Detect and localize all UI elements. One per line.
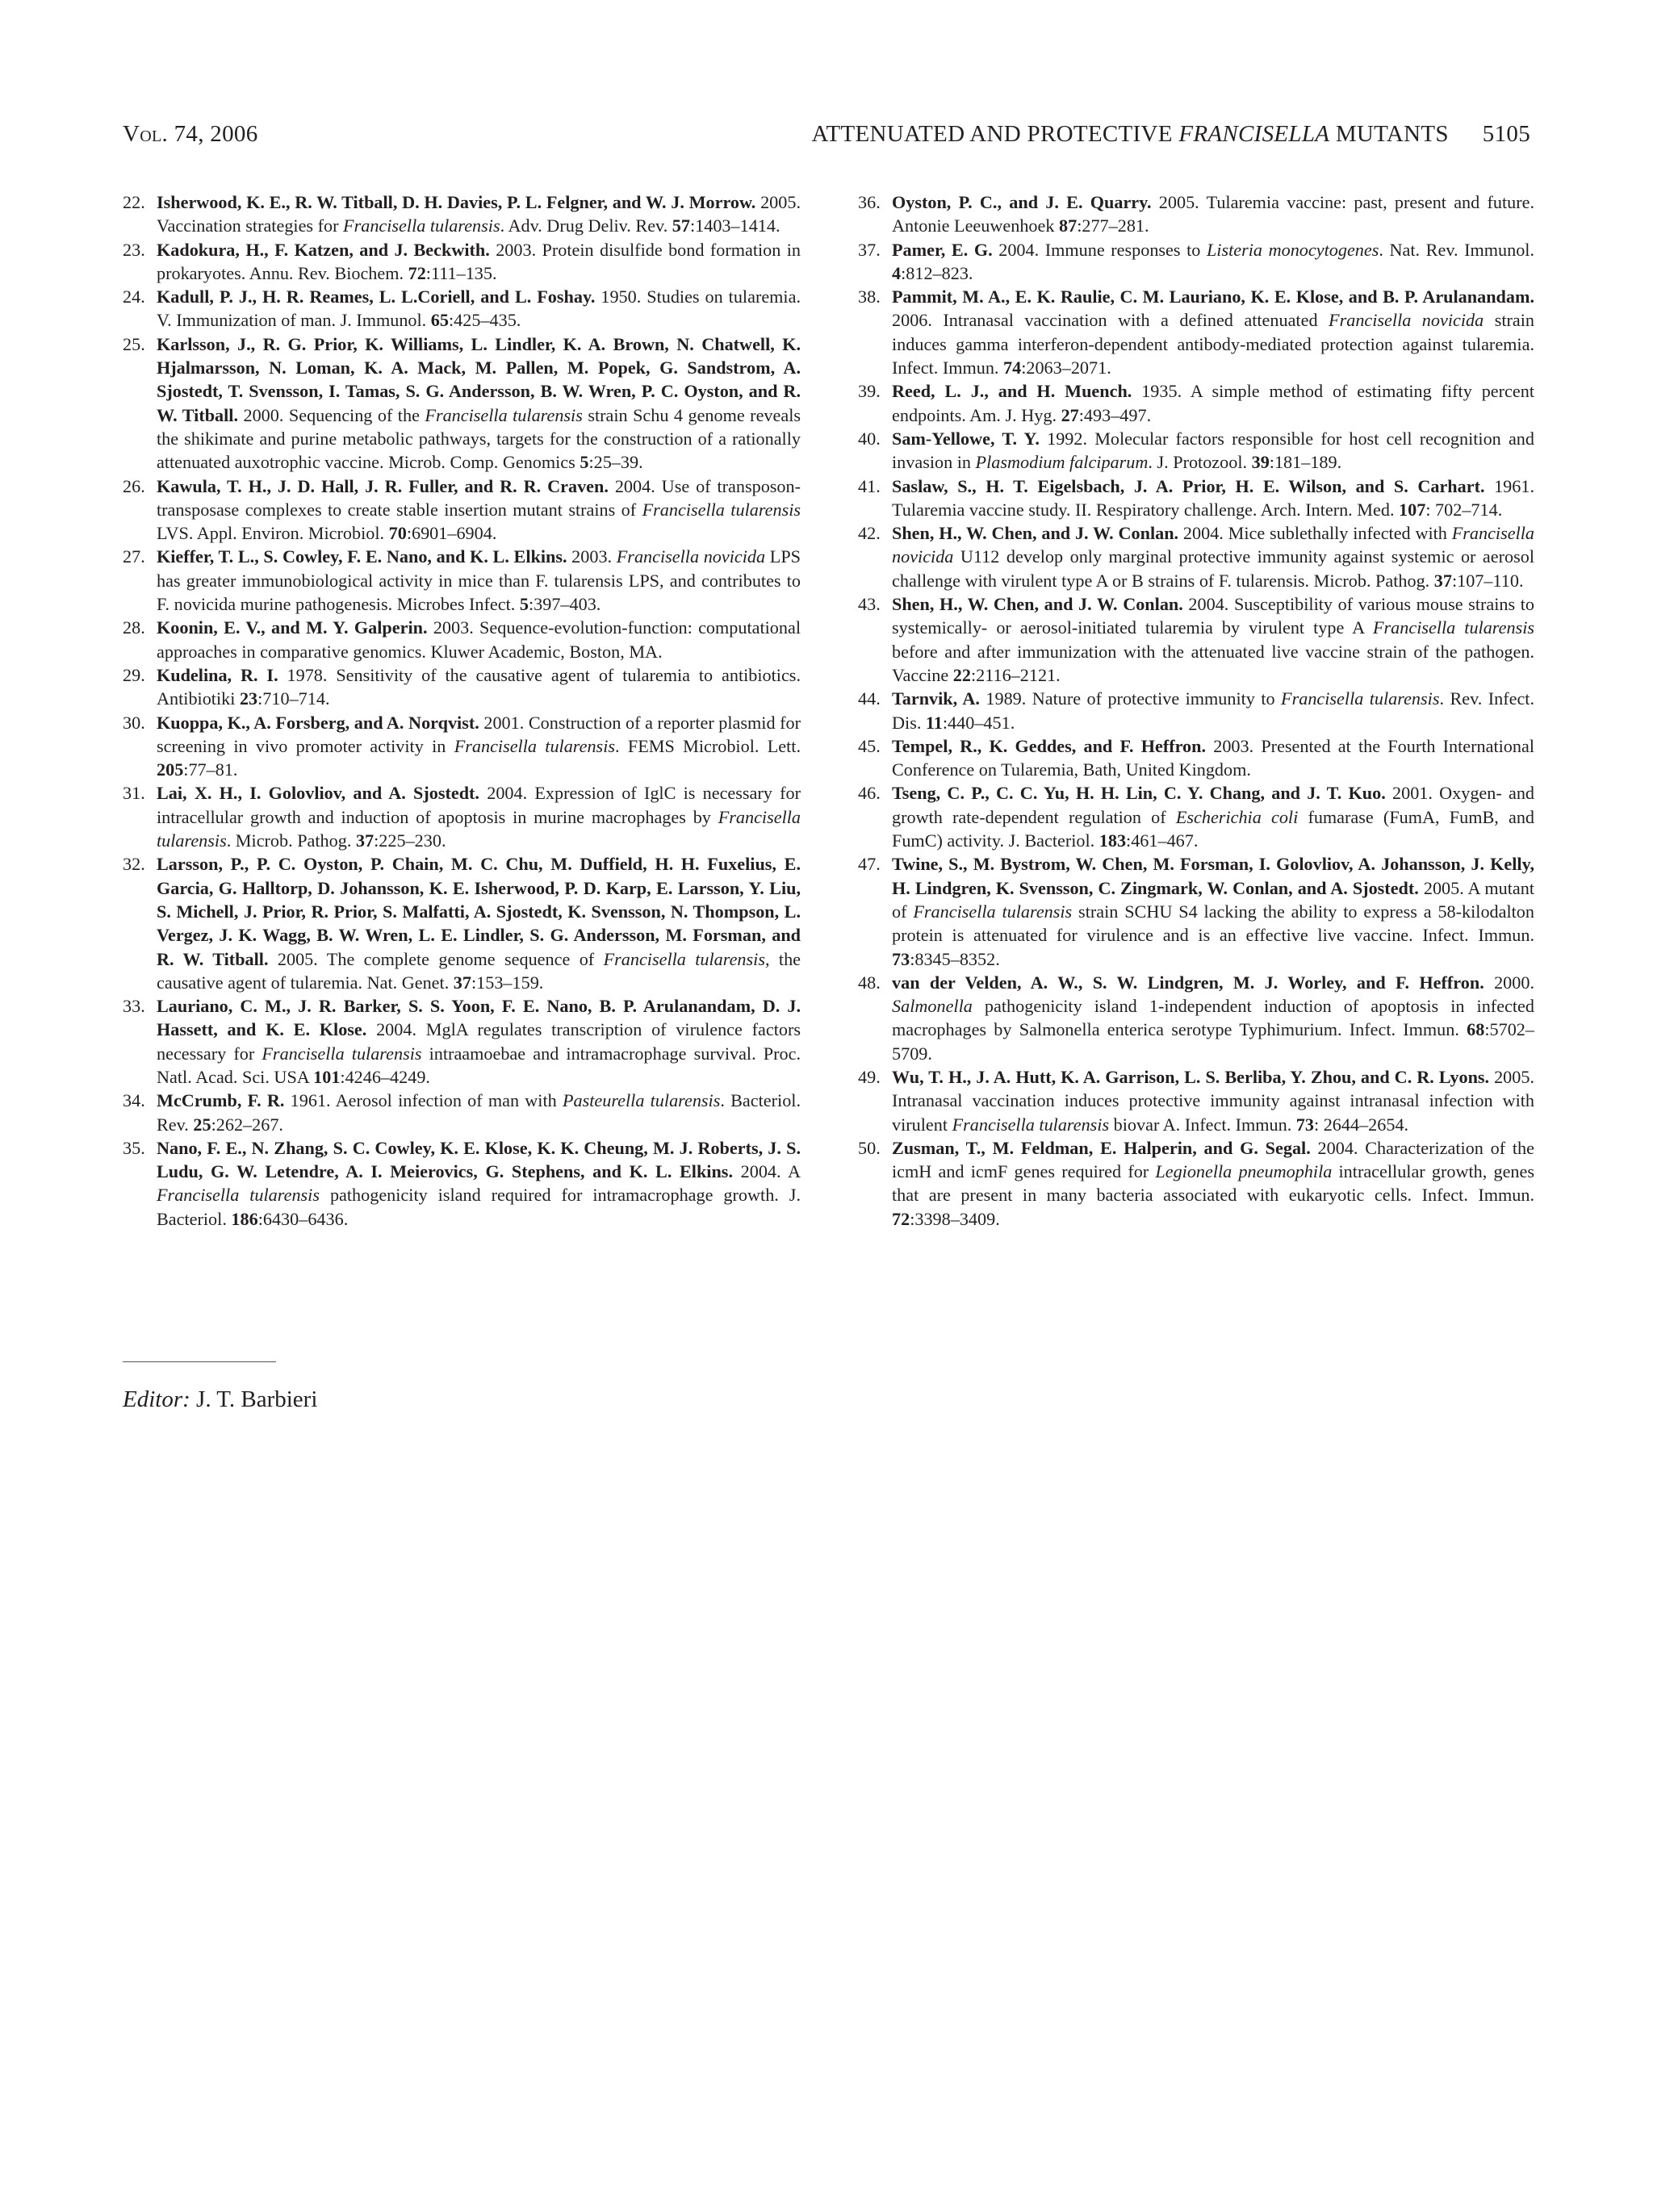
reference-entry	[858, 592, 1534, 687]
reference-number: 29.	[123, 664, 145, 685]
reference-source: strain Schu 4 genome reveals the shikimate and purine metabolic pathways, targets for the construction of a rationally attenuated auxotrophic vaccine. Microb. Comp. Genomics	[157, 404, 801, 473]
reference-entry	[123, 545, 801, 616]
running-title-pre: ATTENUATED AND PROTECTIVE	[811, 121, 1179, 147]
reference-volume: 107	[1399, 499, 1426, 520]
reference-pages: :6430–6436.	[257, 1208, 349, 1229]
reference-entry	[123, 238, 801, 286]
reference-text: 2004. Immune responses to	[992, 239, 1207, 260]
reference-authors: Larsson, P., P. C. Oyston, P. Chain, M. C. Chu, M. Duffield, H. H. Fuxelius, E. Garcia, G. Halltorp, D. Johansson, K. E. Isherwood, P. D. Karp, E. Larsson, Y. Liu, S. Michell, J. Prior, R. Prior, S. Malfatti, A. Sjostedt, K. Svensson, N. Thompson, L. Vergez, J. K. Wagg, B. W. Wren, L. E. Lindler, S. G. Andersson, M. Forsman, and R. W. Titball.	[157, 854, 801, 969]
reference-entry	[858, 427, 1534, 475]
reference-authors: Shen, H., W. Chen, and J. W. Conlan.	[892, 594, 1183, 615]
reference-authors: Kuoppa, K., A. Forsberg, and A. Norqvist.	[157, 712, 479, 733]
reference-entry	[858, 379, 1534, 427]
reference-source: before and after immunization with the attenuated live vaccine strain of the pathogen. Vaccine	[892, 641, 1534, 685]
reference-entry	[123, 1136, 801, 1231]
reference-number: 39.	[858, 381, 881, 402]
reference-entry	[858, 1065, 1534, 1136]
reference-text: 2004. Susceptibility of various mouse strains to systemically- or aerosol-initiated tularemia by virulent type A	[892, 594, 1534, 638]
reference-entry	[123, 1089, 801, 1136]
reference-source: fumarase (FumA, FumB, and FumC) activity. J. Bacteriol.	[892, 806, 1535, 851]
reference-text: 2001. Oxygen- and growth rate-dependent regulation of	[892, 783, 1535, 827]
reference-entry	[858, 852, 1534, 970]
references-right-column	[858, 190, 1534, 1231]
reference-pages: :1403–1414.	[689, 215, 780, 236]
reference-number: 50.	[858, 1137, 881, 1158]
reference-italic: Francisella tularensis	[603, 948, 765, 969]
reference-number: 40.	[858, 428, 881, 449]
reference-volume: 205	[157, 759, 184, 780]
reference-entry	[123, 616, 801, 663]
reference-pages: :277–281.	[1077, 215, 1149, 236]
reference-entry	[858, 687, 1534, 734]
reference-authors: Twine, S., M. Bystrom, W. Chen, M. Forsman, I. Golovliov, A. Johansson, J. Kelly, H. Lindgren, K. Svensson, C. Zingmark, W. Conlan, and A. Sjostedt.	[892, 854, 1534, 898]
reference-pages: :493–497.	[1078, 404, 1152, 425]
reference-number: 32.	[123, 854, 145, 875]
reference-italic: Francisella novicida	[892, 523, 1534, 567]
reference-entry	[858, 734, 1534, 782]
reference-pages: :77–81.	[183, 759, 238, 780]
reference-italic: Plasmodium falciparum	[975, 452, 1149, 473]
reference-volume: 57	[672, 215, 690, 236]
reference-entry	[858, 971, 1534, 1065]
reference-pages: :397–403.	[528, 594, 601, 615]
reference-text: 2004. Characterization of the icmH and icmF genes required for	[892, 1137, 1534, 1182]
reference-pages: :225–230.	[374, 830, 446, 851]
reference-text: 1989. Nature of protective immunity to	[979, 688, 1282, 709]
reference-text: 1978. Sensitivity of the causative agent of tularemia to antibiotics. Antibiotiki	[157, 664, 801, 709]
reference-text: 1961. Tularemia vaccine study. II. Respiratory challenge. Arch. Intern. Med.	[892, 475, 1535, 520]
reference-source: . Rev. Infect. Dis.	[892, 688, 1535, 733]
reference-number: 35.	[123, 1137, 145, 1158]
reference-text: 1950. Studies on tularemia. V. Immunization of man. J. Immunol.	[157, 286, 801, 331]
reference-authors: Kadokura, H., F. Katzen, and J. Beckwith.	[157, 239, 490, 260]
reference-text: 2005. Intranasal vaccination induces protective immunity against intranasal infection with virulent	[892, 1066, 1535, 1135]
reference-entry	[858, 1136, 1534, 1231]
reference-authors: Lauriano, C. M., J. R. Barker, S. S. Yoon, F. E. Nano, B. P. Arulanandam, D. J. Hassett, and K. E. Klose.	[157, 996, 801, 1040]
reference-source: , the causative agent of tularemia. Nat. Genet.	[157, 948, 801, 993]
reference-authors: Lai, X. H., I. Golovliov, and A. Sjostedt.	[157, 783, 479, 804]
reference-italic: Francisella novicida	[616, 546, 766, 567]
reference-entry	[858, 781, 1534, 852]
reference-number: 34.	[123, 1090, 145, 1111]
references-left-column	[123, 190, 801, 1231]
reference-authors: Shen, H., W. Chen, and J. W. Conlan.	[892, 523, 1179, 544]
reference-source: biovar A. Infect. Immun.	[1109, 1114, 1296, 1135]
reference-volume: 186	[231, 1208, 258, 1229]
reference-source: U112 develop only marginal protective immunity against systemic or aerosol challenge with virulent type A or B strains of F. tularensis. Microb. Pathog.	[892, 546, 1534, 591]
reference-text: 2004. Use of transposon-transposase complexes to create stable insertion mutant strains of	[157, 475, 801, 520]
reference-italic: Francisella tularensis	[454, 735, 615, 756]
reference-text: 2004. Expression of IglC is necessary for intracellular growth and induction of apoptosis in murine macrophages by	[157, 783, 801, 827]
running-title-italic: FRANCISELLA	[1178, 121, 1330, 147]
reference-volume: 65	[430, 310, 449, 331]
reference-volume: 183	[1099, 830, 1127, 851]
editor-label: Editor:	[123, 1386, 190, 1412]
reference-source: strain SCHU S4 lacking the ability to express a 58-kilodalton protein is attenuated for virulence and is an effective live vaccine. Infect. Immun.	[892, 901, 1534, 946]
reference-pages: :425–435.	[448, 310, 521, 331]
reference-source: strain induces gamma interferon-dependent antibody-mediated protection against tularemia. Infect. Immun.	[892, 310, 1534, 378]
reference-entry	[123, 663, 801, 711]
reference-italic: Francisella tularensis	[157, 806, 801, 851]
reference-pages: :440–451.	[942, 712, 1015, 733]
reference-entry	[123, 285, 801, 332]
reference-italic: Francisella tularensis	[1372, 617, 1534, 638]
reference-text: 2004. A	[733, 1161, 801, 1182]
reference-source: . Bacteriol. Rev.	[157, 1090, 801, 1135]
page-number: 5105	[1482, 121, 1530, 147]
reference-text: 2000. Sequencing of the	[238, 404, 425, 425]
reference-text: 2006. Intranasal vaccination with a defined attenuated	[892, 310, 1329, 331]
reference-authors: van der Velden, A. W., S. W. Lindgren, M. J. Worley, and F. Heffron.	[892, 972, 1484, 993]
reference-number: 47.	[858, 854, 881, 875]
reference-authors: Pamer, E. G.	[892, 239, 993, 260]
running-title-post: MUTANTS	[1329, 121, 1449, 147]
reference-number: 46.	[858, 783, 881, 804]
reference-number: 27.	[123, 546, 145, 567]
reference-text: 1961. Aerosol infection of man with	[284, 1090, 563, 1111]
reference-authors: Kieffer, T. L., S. Cowley, F. E. Nano, and K. L. Elkins.	[157, 546, 567, 567]
reference-italic: Francisella tularensis	[1281, 688, 1440, 709]
running-header	[123, 121, 1530, 157]
reference-volume: 72	[408, 262, 426, 283]
reference-italic: Salmonella	[892, 996, 973, 1017]
reference-volume: 37	[355, 830, 375, 851]
reference-pages: :710–714.	[257, 688, 330, 709]
editor-note	[123, 1386, 317, 1413]
editor-name: J. T. Barbieri	[190, 1386, 318, 1412]
reference-authors: Saslaw, S., H. T. Eigelsbach, J. A. Prior, H. E. Wilson, and S. Carhart.	[892, 475, 1485, 496]
reference-source: . Adv. Drug Deliv. Rev.	[500, 215, 672, 236]
reference-authors: Kawula, T. H., J. D. Hall, J. R. Fuller, and R. R. Craven.	[157, 475, 609, 496]
reference-italic: Francisella tularensis	[913, 901, 1073, 922]
reference-pages: :3398–3409.	[910, 1208, 1000, 1229]
reference-authors: Isherwood, K. E., R. W. Titball, D. H. Davies, P. L. Felgner, and W. J. Morrow.	[157, 192, 756, 212]
reference-entry	[858, 238, 1534, 286]
reference-number: 43.	[858, 594, 881, 615]
volume-info	[123, 121, 258, 148]
reference-number: 33.	[123, 996, 145, 1017]
reference-number: 31.	[123, 783, 145, 804]
reference-authors: McCrumb, F. R.	[157, 1090, 285, 1111]
reference-volume: 39	[1251, 452, 1270, 473]
reference-number: 49.	[858, 1066, 881, 1087]
reference-authors: Kudelina, R. I.	[157, 664, 278, 685]
reference-entry	[123, 190, 801, 238]
reference-italic: Legionella pneumophila	[1155, 1161, 1333, 1182]
reference-entry	[858, 285, 1534, 379]
reference-authors: Karlsson, J., R. G. Prior, K. Williams, L. Lindler, K. A. Brown, N. Chatwell, K. Hjalmarsson, N. Loman, K. A. Mack, M. Pallen, M. Popek, G. Sandstrom, A. Sjostedt, T. Svensson, I. Tamas, S. G. Andersson, B. W. Wren, P. C. Oyston, and R. W. Titball.	[157, 333, 801, 425]
reference-number: 26.	[123, 475, 145, 496]
reference-authors: Pammit, M. A., E. K. Raulie, C. M. Lauriano, K. E. Klose, and B. P. Arulanandam.	[892, 286, 1534, 307]
reference-text: 2004. Mice sublethally infected with	[1178, 523, 1452, 544]
footnote-rule	[123, 1361, 276, 1362]
reference-volume: 22	[952, 664, 971, 685]
reference-italic: Francisella tularensis	[425, 404, 583, 425]
reference-number: 41.	[858, 475, 881, 496]
reference-text: 2003. Sequence-evolution-function: computational approaches in comparative genomics. Kluwer Academic, Boston, MA.	[157, 617, 801, 662]
reference-text: 2004. MglA regulates transcription of virulence factors necessary for	[157, 1019, 801, 1064]
reference-pages: : 2644–2654.	[1313, 1114, 1409, 1135]
reference-number: 37.	[858, 239, 881, 260]
reference-authors: Zusman, T., M. Feldman, E. Halperin, and G. Segal.	[892, 1137, 1311, 1158]
reference-text: 1935. A simple method of estimating fifty percent endpoints. Am. J. Hyg.	[892, 381, 1534, 425]
reference-entry	[123, 994, 801, 1089]
reference-pages: :4246–4249.	[340, 1066, 430, 1087]
reference-pages: :461–467.	[1126, 830, 1199, 851]
reference-pages: :2063–2071.	[1021, 358, 1111, 378]
reference-pages: :111–135.	[425, 262, 497, 283]
reference-authors: Koonin, E. V., and M. Y. Galperin.	[157, 617, 428, 638]
reference-volume: 23	[239, 688, 258, 709]
reference-authors: Kadull, P. J., H. R. Reames, L. L.Coriell, and L. Foshay.	[157, 286, 596, 307]
reference-authors: Tempel, R., K. Geddes, and F. Heffron.	[892, 735, 1207, 756]
reference-text: 2005. A mutant of	[892, 877, 1534, 922]
reference-source: intracellular growth, genes that are present in many bacteria associated with eukaryotic cells. Infect. Immun.	[892, 1161, 1534, 1206]
reference-volume: 70	[388, 523, 407, 544]
reference-source: intraamoebae and intramacrophage survival. Proc. Natl. Acad. Sci. USA	[157, 1043, 801, 1087]
reference-number: 28.	[123, 617, 145, 638]
reference-italic: Listeria monocytogenes	[1206, 239, 1379, 260]
reference-volume: 68	[1467, 1019, 1485, 1040]
reference-authors: Wu, T. H., J. A. Hutt, K. A. Garrison, L. S. Berliba, Y. Zhou, and C. R. Lyons.	[892, 1066, 1490, 1087]
reference-authors: Oyston, P. C., and J. E. Quarry.	[892, 192, 1152, 212]
reference-volume: 5	[580, 452, 589, 473]
reference-number: 23.	[123, 239, 145, 260]
reference-authors: Sam-Yellowe, T. Y.	[892, 428, 1040, 449]
reference-authors: Tseng, C. P., C. C. Yu, H. H. Lin, C. Y. Chang, and J. T. Kuo.	[892, 783, 1386, 804]
reference-volume: 27	[1061, 404, 1079, 425]
reference-number: 36.	[858, 192, 881, 212]
reference-source: pathogenicity island required for intramacrophage growth. J. Bacteriol.	[157, 1185, 801, 1229]
reference-source: . Nat. Rev. Immunol.	[1379, 239, 1534, 260]
reference-text: 2003.	[567, 546, 617, 567]
reference-italic: Escherichia coli	[1175, 806, 1299, 827]
reference-volume: 87	[1059, 215, 1078, 236]
reference-number: 24.	[123, 286, 145, 307]
reference-pages: :25–39.	[588, 452, 643, 473]
reference-entry	[123, 852, 801, 994]
reference-italic: Pasteurella tularensis	[562, 1090, 721, 1111]
reference-volume: 4	[892, 262, 902, 283]
reference-source: . FEMS Microbiol. Lett.	[615, 735, 801, 756]
reference-pages: :107–110.	[1451, 570, 1524, 591]
reference-entry	[123, 781, 801, 852]
reference-text: 2003. Protein disulfide bond formation in prokaryotes. Annu. Rev. Biochem.	[157, 239, 801, 283]
reference-entry	[858, 190, 1534, 238]
reference-italic: Francisella tularensis	[157, 1185, 320, 1206]
reference-text: 2005. Tularemia vaccine: past, present and future. Antonie Leeuwenhoek	[892, 192, 1534, 236]
reference-volume: 37	[453, 972, 471, 993]
reference-source: LPS has greater immunobiological activity in mice than F. tularensis LPS, and contributes to F. novicida murine pathogenesis. Microbes Infect.	[157, 546, 801, 615]
reference-source: . Microb. Pathog.	[226, 830, 356, 851]
reference-volume: 74	[1003, 358, 1022, 378]
reference-pages: :181–189.	[1269, 452, 1342, 473]
reference-italic: Francisella novicida	[1329, 310, 1484, 331]
reference-number: 42.	[858, 523, 881, 544]
reference-volume: 73	[892, 948, 910, 969]
reference-source: . J. Protozool.	[1148, 452, 1252, 473]
reference-volume: 73	[1295, 1114, 1314, 1135]
volume-year: 74, 2006	[168, 121, 258, 147]
reference-text: 2005. The complete genome sequence of	[268, 948, 604, 969]
reference-entry	[123, 711, 801, 782]
reference-volume: 72	[892, 1208, 910, 1229]
reference-italic: Francisella tularensis	[952, 1114, 1110, 1135]
reference-italic: Francisella tularensis	[262, 1043, 422, 1064]
reference-pages: : 702–714.	[1425, 499, 1503, 520]
running-title	[811, 121, 1530, 148]
reference-text: 1992. Molecular factors responsible for host cell recognition and invasion in	[892, 428, 1534, 473]
reference-number: 44.	[858, 688, 881, 709]
reference-authors: Tarnvik, A.	[892, 688, 980, 709]
reference-pages: :812–823.	[901, 262, 973, 283]
reference-text: 2005. Vaccination strategies for	[157, 192, 801, 236]
reference-pages: :2116–2121.	[970, 664, 1061, 685]
reference-number: 45.	[858, 735, 881, 756]
reference-authors: Nano, F. E., N. Zhang, S. C. Cowley, K. E. Klose, K. K. Cheung, M. J. Roberts, J. S. Ludu, G. W. Letendre, A. I. Meierovics, G. Stephens, and K. L. Elkins.	[157, 1137, 801, 1182]
reference-volume: 37	[1433, 570, 1452, 591]
reference-volume: 5	[519, 594, 529, 615]
reference-pages: :153–159.	[471, 972, 544, 993]
reference-number: 48.	[858, 972, 881, 993]
reference-volume: 25	[193, 1114, 211, 1135]
reference-volume: 11	[925, 712, 943, 733]
volume-label: Vol.	[123, 121, 169, 147]
reference-italic: Francisella tularensis	[642, 499, 801, 520]
reference-number: 22.	[123, 192, 145, 212]
reference-number: 25.	[123, 333, 145, 354]
reference-authors: Reed, L. J., and H. Muench.	[892, 381, 1132, 402]
reference-pages: :8345–8352.	[910, 948, 1000, 969]
reference-pages: :6901–6904.	[406, 523, 497, 544]
reference-source: LVS. Appl. Environ. Microbiol.	[157, 523, 389, 544]
reference-entry	[123, 332, 801, 475]
reference-pages: :5702–5709.	[892, 1019, 1534, 1064]
reference-text: 2003. Presented at the Fourth International Conference on Tularemia, Bath, United Kingdom.	[892, 735, 1535, 780]
reference-text: 2001. Construction of a reporter plasmid for screening in vivo promoter activity in	[157, 712, 801, 756]
reference-entry	[123, 475, 801, 546]
reference-italic: Francisella tularensis	[343, 215, 500, 236]
reference-number: 30.	[123, 712, 145, 733]
reference-pages: :262–267.	[211, 1114, 283, 1135]
reference-volume: 101	[313, 1066, 341, 1087]
reference-entry	[858, 521, 1534, 592]
reference-source: pathogenicity island 1-independent induction of apoptosis in infected macrophages by Salmonella enterica serotype Typhimurium. Infect. Immun.	[892, 996, 1534, 1040]
reference-entry	[858, 475, 1534, 522]
reference-text: 2000.	[1484, 972, 1535, 993]
reference-number: 38.	[858, 286, 881, 307]
